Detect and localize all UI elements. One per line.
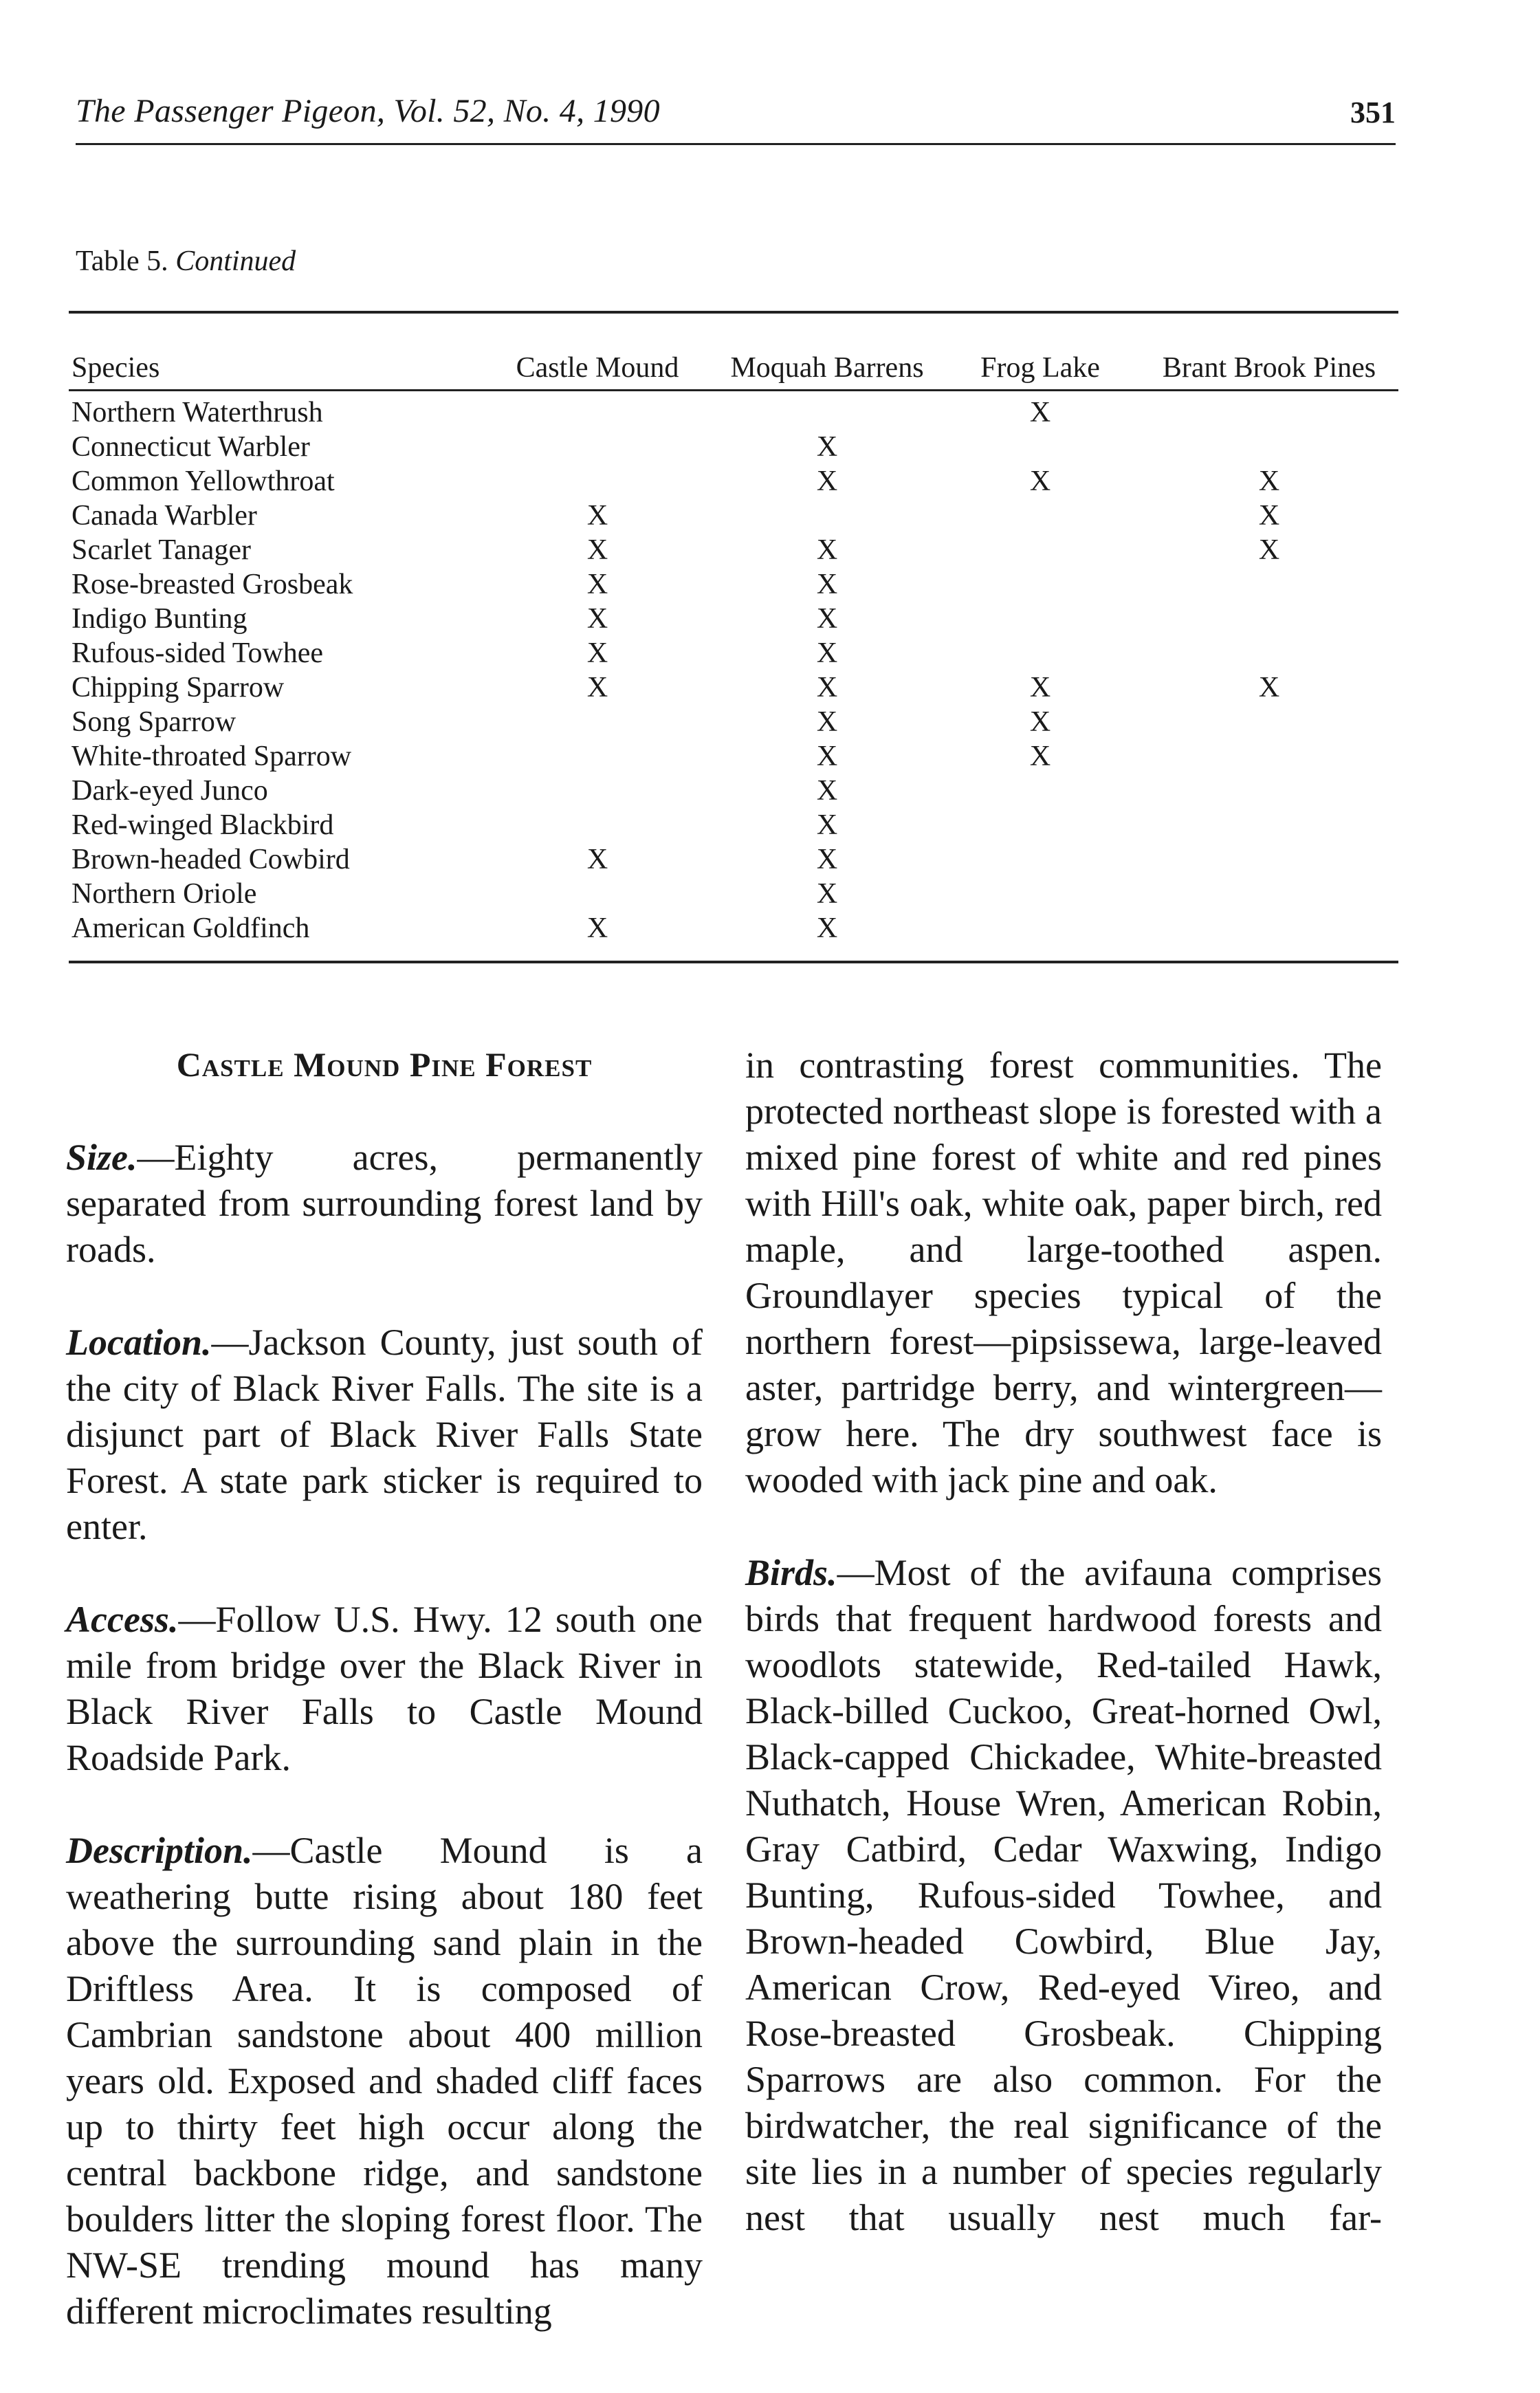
presence-cell: [1140, 774, 1398, 808]
species-name-cell: Common Yellowthroat: [72, 466, 335, 497]
table-row: [69, 877, 1398, 911]
birds-paragraph: [745, 1550, 1382, 2241]
presence-cell: X: [816, 672, 838, 703]
description-lead: Description.: [66, 1830, 253, 1871]
presence-cell: X: [1029, 397, 1051, 428]
presence-cell: X: [816, 741, 838, 772]
table-row: [69, 911, 1398, 961]
running-header: [76, 88, 1396, 145]
table-row: [69, 739, 1398, 774]
presence-cell: X: [586, 637, 608, 669]
table-row: [69, 567, 1398, 602]
presence-cell: X: [816, 466, 838, 497]
presence-cell: X: [586, 500, 608, 532]
species-name-cell: Northern Waterthrush: [72, 397, 323, 428]
species-name-cell: Chipping Sparrow: [72, 672, 285, 703]
birds-text: —Most of the avifauna comprises birds that frequent hardwood forests and woodlots statewide, Red-tailed Hawk, Black-billed Cuckoo, Great-horned Owl, Black-capped Chickadee, White-breasted Nuthatch, House Wren, American Robin, Gray Catbird, Cedar Waxwing, Indigo Bunting, Rufous-sided Towhee, and Brown-headed Cowbird, Blue Jay, American Crow, Red-eyed Vireo, and Rose-breasted Grosbeak. Chipping Sparrows are also common. For the birdwatcher, the real significance of the site lies in a number of species regularly nest that usually nest much far-: [745, 1552, 1382, 2238]
presence-cell: [1140, 391, 1398, 430]
presence-cell: [940, 877, 1140, 911]
size-text: —Eighty acres, permanently separated from surrounding forest land by roads.: [66, 1137, 703, 1270]
species-name-cell: Indigo Bunting: [72, 603, 248, 635]
presence-cell: [481, 877, 714, 911]
table-row: [69, 533, 1398, 567]
presence-cell: X: [816, 603, 838, 635]
right-column: [745, 1042, 1382, 2288]
access-text: —Follow U.S. Hwy. 12 south one mile from bridge over the Black River in Black River Falls to Castle Mound Roadside Park.: [66, 1599, 703, 1778]
presence-cell: X: [816, 637, 838, 669]
description-paragraph: [66, 1828, 703, 2335]
species-name-cell: White-throated Sparrow: [72, 741, 352, 772]
presence-cell: X: [1258, 466, 1280, 497]
size-lead: Size.: [66, 1137, 138, 1178]
species-name-cell: American Goldfinch: [72, 913, 310, 944]
presence-cell: [1140, 877, 1398, 911]
species-name-cell: Song Sparrow: [72, 706, 236, 738]
presence-cell: X: [1029, 466, 1051, 497]
table-body: [69, 391, 1398, 961]
birds-lead: Birds.: [745, 1552, 837, 1593]
species-name-cell: Connecticut Warbler: [72, 431, 310, 463]
table-row: [69, 602, 1398, 636]
presence-cell: [940, 602, 1140, 636]
presence-cell: [481, 774, 714, 808]
description-continued-paragraph: in contrasting forest communities. The protected northeast slope is forested with a mixed pine forest of white and red pines with Hill's oak, white oak, paper birch, red maple, and large-toothed aspen. Groundlayer species typical of the northern forest—pipsissewa, large-leaved aster, partridge berry, and wintergreen—grow here. The dry southwest face is wooded with jack pine and oak.: [745, 1045, 1382, 1500]
column-header: Moquah Barrens: [714, 314, 940, 391]
presence-cell: [940, 808, 1140, 842]
presence-cell: [940, 499, 1140, 533]
species-name-cell: Rose-breasted Grosbeak: [72, 569, 353, 600]
column-header: Species: [69, 314, 481, 391]
section-title: Castle Mound Pine Forest: [176, 1045, 593, 1084]
table-row: [69, 808, 1398, 842]
page-number: 351: [1350, 96, 1396, 129]
presence-cell: [481, 705, 714, 739]
table-caption: [76, 245, 296, 278]
presence-cell: [1140, 739, 1398, 774]
table-header-row: [69, 314, 1398, 391]
species-name-cell: Canada Warbler: [72, 500, 257, 532]
table-caption-label: Table 5.: [76, 245, 168, 277]
presence-cell: [1140, 602, 1398, 636]
left-column: [66, 1042, 703, 2381]
presence-cell: [940, 636, 1140, 670]
presence-cell: X: [1258, 500, 1280, 532]
table-caption-continued: Continued: [175, 245, 296, 277]
location-lead: Location.: [66, 1322, 212, 1363]
presence-cell: X: [586, 534, 608, 566]
column-header: Castle Mound: [481, 314, 714, 391]
description-text: —Castle Mound is a weathering butte rising about 180 feet above the surrounding sand plain in the Driftless Area. It is composed of Cambrian sandstone about 400 million years old. Exposed and shaded cliff faces up to thirty feet high occur along the central backbone ridge, and sandstone boulders litter the sloping forest floor. The NW-SE trending mound has many different microclimates resulting: [66, 1830, 703, 2332]
table-row: [69, 430, 1398, 464]
presence-cell: X: [1029, 672, 1051, 703]
presence-cell: [1140, 911, 1398, 961]
table-row: [69, 636, 1398, 670]
species-table-container: [69, 311, 1398, 963]
size-paragraph: [66, 1135, 703, 1273]
presence-cell: X: [816, 809, 838, 841]
table-row: [69, 705, 1398, 739]
presence-cell: [1140, 636, 1398, 670]
presence-cell: X: [586, 569, 608, 600]
location-paragraph: [66, 1320, 703, 1550]
presence-cell: X: [816, 706, 838, 738]
presence-cell: [1140, 567, 1398, 602]
presence-cell: [1140, 842, 1398, 877]
presence-cell: X: [816, 431, 838, 463]
presence-cell: X: [586, 672, 608, 703]
species-name-cell: Scarlet Tanager: [72, 534, 251, 566]
table-row: [69, 464, 1398, 499]
presence-cell: [714, 391, 940, 430]
presence-cell: [481, 464, 714, 499]
presence-cell: [940, 774, 1140, 808]
presence-cell: X: [816, 878, 838, 910]
presence-cell: [940, 567, 1140, 602]
presence-cell: X: [1029, 741, 1051, 772]
species-name-cell: Red-winged Blackbird: [72, 809, 334, 841]
presence-cell: X: [816, 534, 838, 566]
presence-cell: X: [1029, 706, 1051, 738]
presence-cell: X: [816, 569, 838, 600]
presence-cell: [940, 842, 1140, 877]
species-name-cell: Dark-eyed Junco: [72, 775, 268, 807]
presence-cell: X: [586, 913, 608, 944]
presence-cell: X: [816, 775, 838, 807]
presence-cell: X: [816, 844, 838, 875]
presence-cell: [940, 430, 1140, 464]
presence-cell: X: [1258, 672, 1280, 703]
presence-cell: X: [586, 844, 608, 875]
presence-cell: [714, 499, 940, 533]
presence-cell: [940, 533, 1140, 567]
presence-cell: X: [816, 913, 838, 944]
access-lead: Access.: [66, 1599, 179, 1640]
species-name-cell: Brown-headed Cowbird: [72, 844, 350, 875]
presence-cell: [1140, 808, 1398, 842]
journal-title: The Passenger Pigeon, Vol. 52, No. 4, 1990: [76, 93, 660, 129]
species-table: [69, 314, 1398, 961]
presence-cell: [1140, 705, 1398, 739]
presence-cell: X: [1258, 534, 1280, 566]
presence-cell: [481, 430, 714, 464]
table-row: [69, 774, 1398, 808]
column-header: Brant Brook Pines: [1140, 314, 1398, 391]
presence-cell: [481, 808, 714, 842]
presence-cell: [1140, 430, 1398, 464]
table-row: [69, 842, 1398, 877]
column-header: Frog Lake: [940, 314, 1140, 391]
species-name-cell: Northern Oriole: [72, 878, 257, 910]
table-row: [69, 670, 1398, 705]
presence-cell: [481, 391, 714, 430]
table-row: [69, 499, 1398, 533]
access-paragraph: [66, 1597, 703, 1781]
presence-cell: X: [586, 603, 608, 635]
location-text: —Jackson County, just south of the city of Black River Falls. The site is a disjunct part of Black River Falls State Forest. A state park sticker is required to enter.: [66, 1322, 703, 1547]
species-name-cell: Rufous-sided Towhee: [72, 637, 324, 669]
table-row: [69, 391, 1398, 430]
presence-cell: [481, 739, 714, 774]
presence-cell: [940, 911, 1140, 961]
